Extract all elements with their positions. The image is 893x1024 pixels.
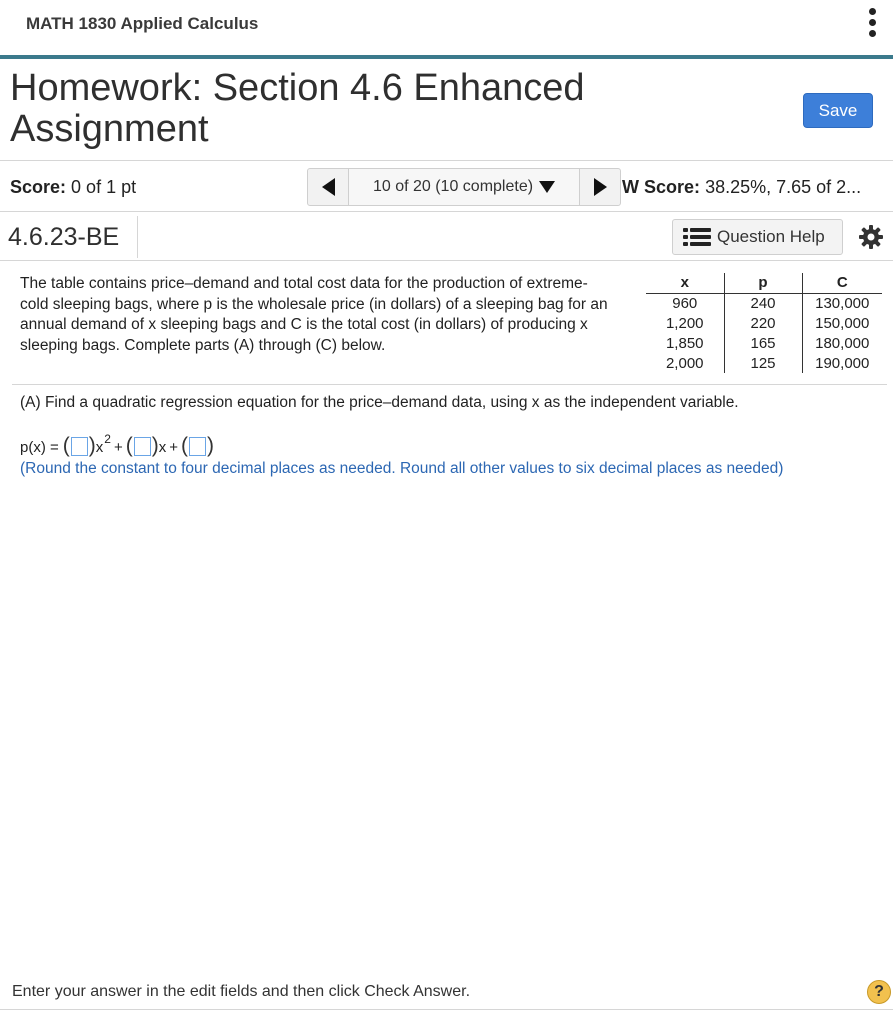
- table-cell: 240: [724, 293, 802, 313]
- next-question-button[interactable]: [579, 168, 621, 206]
- question-text: The table contains price–demand and total cost data for the production of extreme-cold sleeping bags, where p is the wholesale price (in dollars) of a sleeping bag for an annual demand of x sleeping bags and C is the total cost (in dollars) of producing x sleeping bags. Complete parts (A) through (C) below.: [20, 275, 608, 354]
- table-cell: 960: [672, 294, 698, 312]
- question-help-label: Question Help: [717, 227, 825, 246]
- footer-divider: [0, 1009, 893, 1010]
- question-score: [10, 177, 136, 198]
- right-arrow-icon: [594, 178, 607, 196]
- paren: ): [88, 434, 96, 457]
- divider: [12, 384, 887, 385]
- divider: [0, 211, 893, 212]
- table-header-p: p: [724, 273, 802, 293]
- hw-score-value: 38.25%, 7.65 of 2...: [705, 177, 862, 197]
- previous-question-button[interactable]: [307, 168, 349, 206]
- paren: (: [180, 434, 188, 457]
- score-value: 0 of 1 pt: [71, 177, 137, 197]
- table-row: [646, 333, 882, 353]
- table-cell: 190,000: [802, 353, 882, 373]
- question-navigator: [307, 168, 621, 206]
- list-icon: [683, 228, 711, 246]
- table-cell: 1,200: [665, 314, 704, 332]
- constant-c-input[interactable]: [189, 437, 206, 456]
- question-id: 4.6.23-BE: [0, 216, 138, 258]
- header-divider: [0, 55, 893, 59]
- answer-lhs: p(x) =: [20, 439, 59, 456]
- exponent: 2: [104, 432, 111, 446]
- paren: (: [62, 434, 70, 457]
- answer-equation: [20, 432, 214, 456]
- paren: ): [206, 434, 214, 457]
- data-table: [646, 273, 882, 373]
- left-arrow-icon: [322, 178, 335, 196]
- table-cell: 1,850: [665, 334, 704, 352]
- course-title: MATH 1830 Applied Calculus: [26, 14, 259, 33]
- table-row: [646, 353, 882, 373]
- more-options-icon[interactable]: [865, 8, 879, 42]
- coefficient-a-input[interactable]: [71, 437, 88, 456]
- hw-score-prefix: W: [622, 177, 639, 197]
- question-selector[interactable]: [349, 168, 579, 206]
- question-selector-label: 10 of 20 (10 complete): [372, 178, 534, 195]
- caret-down-icon: [539, 181, 555, 193]
- save-button[interactable]: Save: [803, 93, 873, 128]
- table-row: [646, 293, 882, 313]
- score-label: Score:: [10, 177, 67, 197]
- coefficient-b-input[interactable]: [134, 437, 151, 456]
- table-cell: 220: [724, 313, 802, 333]
- table-cell: 165: [724, 333, 802, 353]
- x-var: x: [158, 439, 167, 456]
- table-header-c: C: [802, 273, 882, 293]
- hw-score-label: Score:: [644, 177, 701, 197]
- table-cell: 180,000: [802, 333, 882, 353]
- part-a-prompt: (A) Find a quadratic regression equation for the price–demand data, using x as the independent variable.: [20, 394, 739, 411]
- assignment-title: Homework: Section 4.6 Enhanced Assignment: [10, 67, 585, 150]
- table-header-x: x: [646, 273, 724, 293]
- plus-sign: +: [113, 439, 123, 456]
- table-row: [646, 313, 882, 333]
- x-squared-var: x: [95, 439, 104, 456]
- homework-score: [622, 177, 890, 198]
- divider: [0, 160, 893, 161]
- paren: (: [125, 434, 133, 457]
- table-cell: 125: [724, 353, 802, 373]
- top-bar: [0, 0, 893, 56]
- footer-instruction: Enter your answer in the edit fields and then click Check Answer.: [12, 983, 471, 1000]
- plus-sign: +: [169, 439, 178, 456]
- question-help-button[interactable]: [672, 219, 843, 255]
- paren: ): [151, 434, 159, 457]
- rounding-instructions: (Round the constant to four decimal places as needed. Round all other values to six decimal places as needed): [20, 460, 784, 477]
- table-cell: 130,000: [802, 293, 882, 313]
- table-cell: 2,000: [665, 354, 704, 372]
- table-cell: 150,000: [802, 313, 882, 333]
- help-icon[interactable]: ?: [867, 980, 891, 1004]
- gear-icon[interactable]: [857, 223, 885, 251]
- divider: [0, 260, 893, 261]
